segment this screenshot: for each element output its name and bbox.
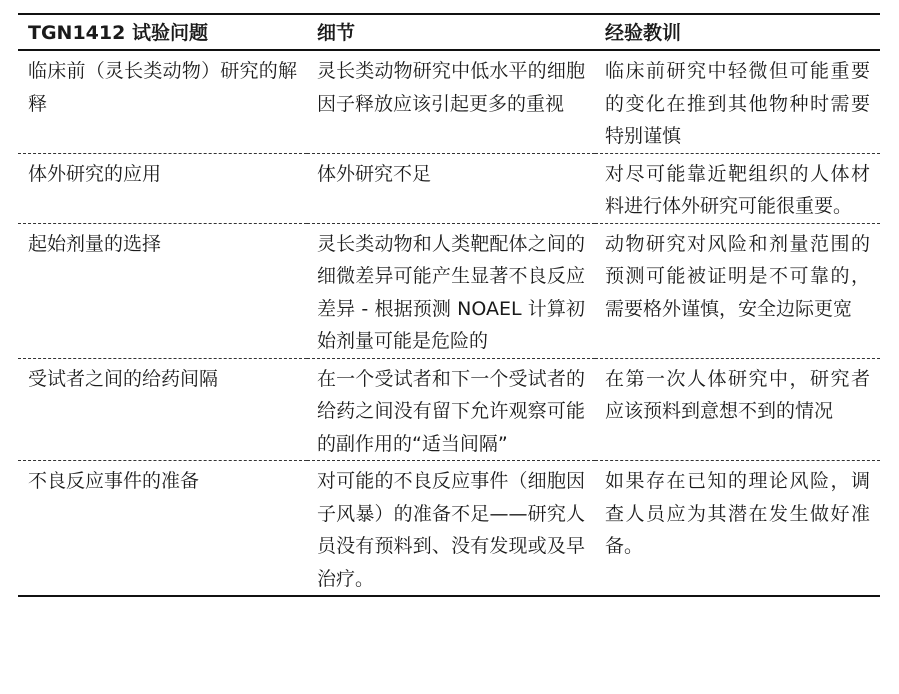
cell-lesson: 动物研究对风险和剂量范围的预测可能被证明是不可靠的，需要格外谨慎，安全边际更宽	[605, 232, 870, 320]
table-body	[18, 50, 880, 596]
lessons-table	[18, 13, 880, 597]
lessons-table-container	[18, 13, 880, 597]
cell-lesson: 在第一次人体研究中，研究者应该预料到意想不到的情况	[605, 367, 870, 422]
cell-detail: 灵长类动物和人类靶配体之间的细微差异可能产生显著不良反应差异 - 根据预测 NOAEL 计算初始剂量可能是危险的	[317, 232, 585, 352]
cell-lesson: 如果存在已知的理论风险，调查人员应为其潜在发生做好准备。	[605, 470, 870, 557]
header-issue: TGN1412 试验问题	[28, 22, 208, 44]
cell-detail: 在一个受试者和下一个受试者的给药之间没有留下允许观察可能的副作用的“适当间隔”	[317, 367, 585, 455]
cell-issue: 起始剂量的选择	[28, 232, 162, 255]
table-row	[18, 461, 880, 597]
header-lesson: 经验教训	[605, 22, 682, 44]
table-row	[18, 358, 880, 461]
table-header	[18, 14, 880, 50]
cell-lesson: 临床前研究中轻微但可能重要的变化在推到其他物种时需要特别谨慎	[605, 60, 870, 147]
cell-lesson: 对尽可能靠近靶组织的人体材料进行体外研究可能很重要。	[605, 162, 870, 217]
table-row	[18, 50, 880, 153]
cell-issue: 受试者之间的给药间隔	[28, 367, 219, 390]
cell-detail: 灵长类动物研究中低水平的细胞因子释放应该引起更多的重视	[317, 60, 585, 115]
cell-issue: 临床前（灵长类动物）研究的解释	[28, 60, 297, 115]
cell-detail: 体外研究不足	[317, 162, 432, 185]
header-row	[18, 14, 880, 50]
cell-issue: 不良反应事件的准备	[28, 470, 200, 492]
table-row	[18, 153, 880, 223]
table-row	[18, 223, 880, 358]
cell-detail: 对可能的不良反应事件（细胞因子风暴）的准备不足——研究人员没有预料到、没有发现或及早治疗。	[317, 470, 585, 590]
cell-issue: 体外研究的应用	[28, 162, 162, 185]
header-detail: 细节	[317, 22, 356, 44]
